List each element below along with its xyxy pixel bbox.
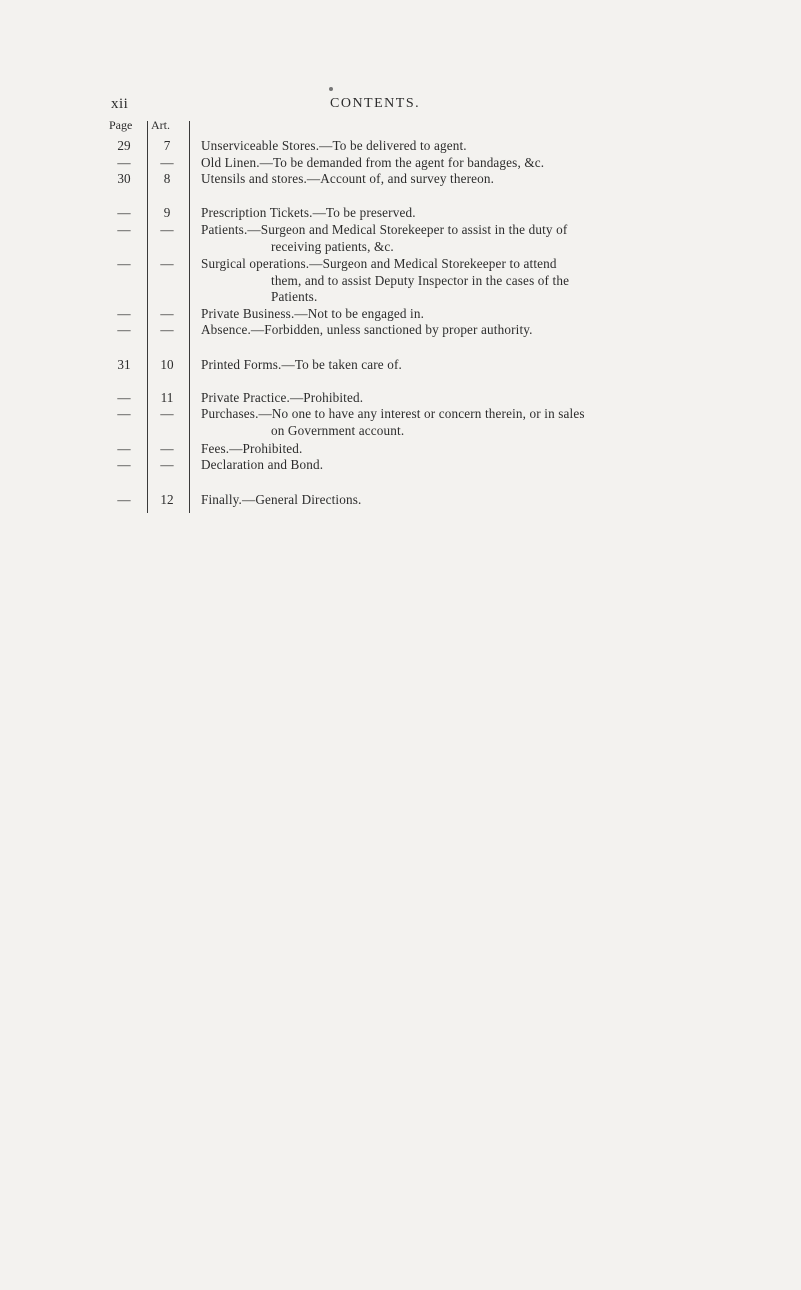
entry-article: 9	[163, 205, 171, 220]
entry-article: 11	[160, 390, 174, 405]
column-rule-left	[147, 121, 148, 513]
entry-line: Declaration and Bond.	[201, 457, 324, 472]
entry-line: Prescription Tickets.—To be preserved.	[201, 205, 416, 220]
entry-text	[201, 406, 721, 439]
running-head: CONTENTS.	[330, 96, 421, 111]
entry-page: —	[117, 441, 131, 456]
entry-article: 7	[163, 138, 171, 153]
entry-line: Unserviceable Stores.—To be delivered to agent.	[201, 138, 467, 153]
entry-text	[201, 306, 721, 323]
entry-text	[201, 171, 721, 188]
entry-line: Printed Forms.—To be taken care of.	[201, 357, 402, 372]
entry-article: —	[160, 457, 174, 472]
entry-page: —	[117, 256, 131, 271]
entry-page: —	[117, 222, 131, 237]
entry-line: Patients.—Surgeon and Medical Storekeeper to assist in the duty of	[201, 222, 568, 237]
entry-text	[201, 155, 721, 172]
entry-article: —	[160, 406, 174, 421]
entry-text	[201, 457, 721, 474]
column-rule-right	[189, 121, 190, 513]
entry-line: Finally.—General Directions.	[201, 492, 362, 507]
entry-text	[201, 322, 721, 339]
entry-text	[201, 256, 721, 306]
entry-article: —	[160, 441, 174, 456]
entry-page: 30	[117, 171, 131, 186]
entry-page: —	[117, 322, 131, 337]
entry-article: —	[160, 222, 174, 237]
entry-article: 10	[160, 357, 174, 372]
entry-page: —	[117, 406, 131, 421]
page-number: xii	[111, 96, 129, 112]
entry-line: Utensils and stores.—Account of, and survey thereon.	[201, 171, 495, 186]
entry-line: Old Linen.—To be demanded from the agent for bandages, &c.	[201, 155, 545, 170]
entry-page: —	[117, 390, 131, 405]
entry-line: Purchases.—No one to have any interest or concern therein, or in sales	[201, 406, 585, 421]
entry-page: 31	[117, 357, 131, 372]
entry-continuation-line: Patients.	[271, 289, 318, 304]
entry-line: Fees.—Prohibited.	[201, 441, 303, 456]
entry-line: Absence.—Forbidden, unless sanctioned by proper authority.	[201, 322, 533, 337]
entry-text	[201, 138, 721, 155]
entry-page: —	[117, 306, 131, 321]
entry-article: —	[160, 256, 174, 271]
entry-line: Surgical operations.—Surgeon and Medical Storekeeper to attend	[201, 256, 557, 271]
entry-article: —	[160, 155, 174, 170]
column-header-page: Page	[109, 118, 133, 132]
column-header-art: Art.	[151, 118, 170, 132]
entry-text	[201, 357, 721, 374]
printing-speck	[329, 87, 333, 91]
entry-page: —	[117, 457, 131, 472]
entry-article: —	[160, 322, 174, 337]
entry-page: —	[117, 155, 131, 170]
entry-page: —	[117, 205, 131, 220]
entry-article: 12	[160, 492, 174, 507]
entry-page: 29	[117, 138, 131, 153]
entry-continuation-line: them, and to assist Deputy Inspector in the cases of the	[271, 272, 570, 288]
entry-continuation-line: on Government account.	[271, 422, 405, 438]
entry-page: —	[117, 492, 131, 507]
entry-line: Private Business.—Not to be engaged in.	[201, 306, 425, 321]
entry-line: Private Practice.—Prohibited.	[201, 390, 364, 405]
entry-text	[201, 390, 721, 407]
entry-text	[201, 441, 721, 458]
entry-text	[201, 222, 721, 255]
entry-article: —	[160, 306, 174, 321]
entry-text	[201, 492, 721, 509]
entry-text	[201, 205, 721, 222]
entry-article: 8	[163, 171, 171, 186]
entry-continuation-line: receiving patients, &c.	[271, 238, 394, 254]
